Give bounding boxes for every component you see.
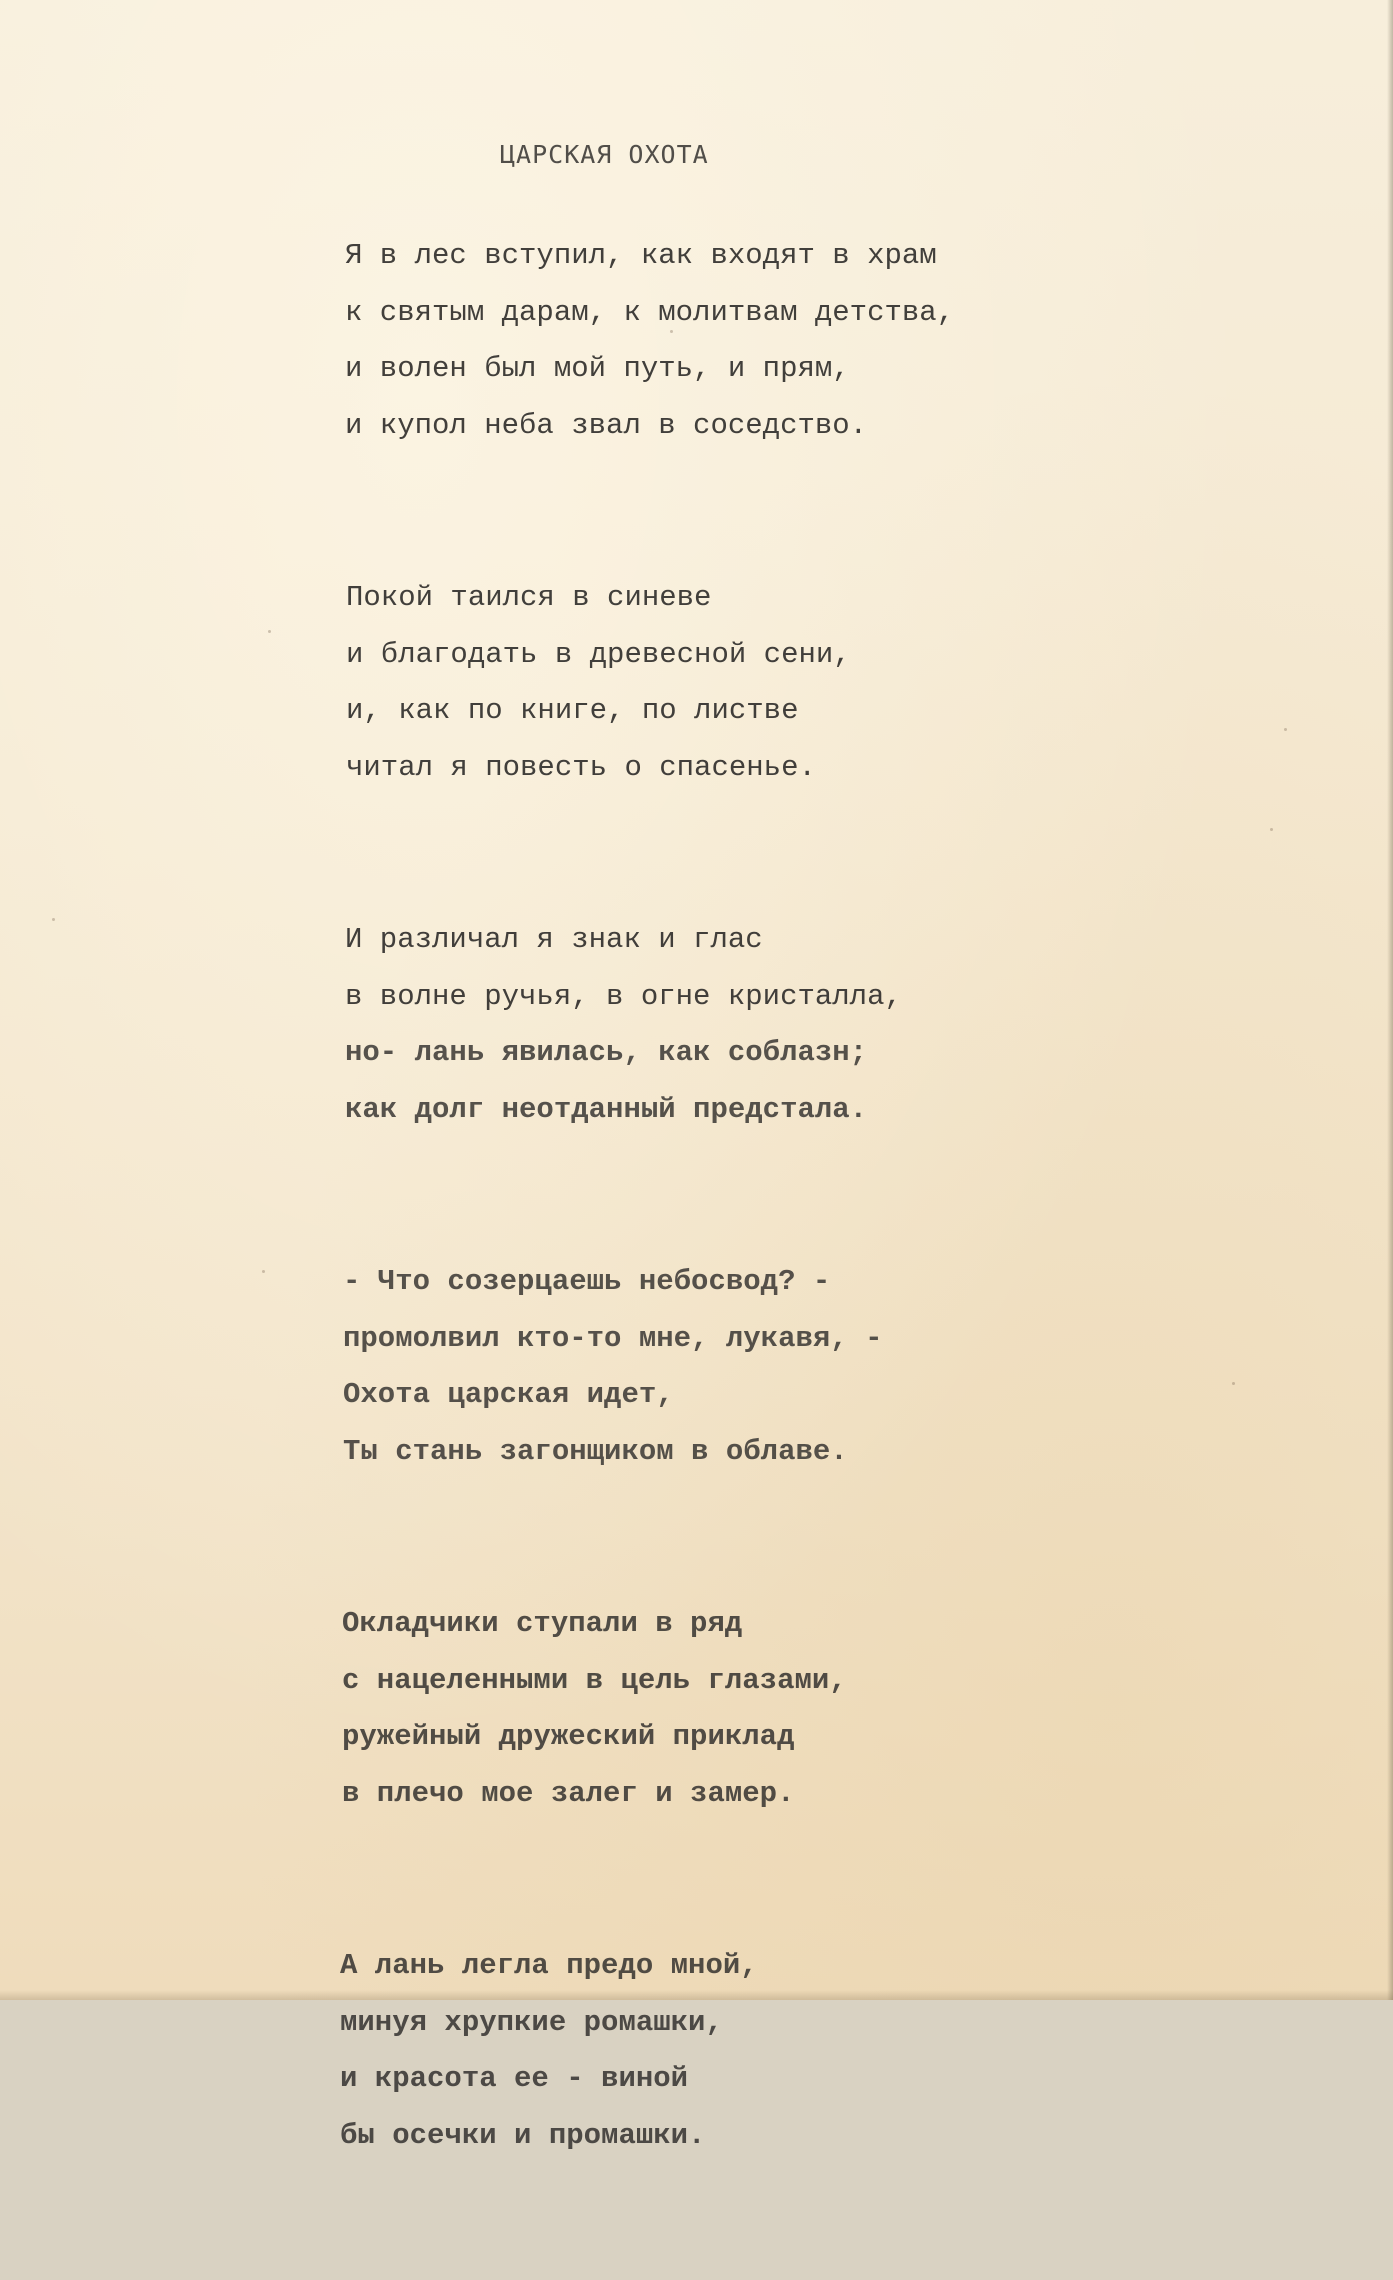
poem-line: но- лань явилась, как соблазн; xyxy=(345,1036,868,1069)
poem-line: Окладчики ступали в ряд xyxy=(342,1607,743,1640)
poem-line: Охота царская идет, xyxy=(343,1378,674,1411)
poem-line: с нацеленными в цель глазами, xyxy=(342,1663,847,1697)
poem-line: бы осечки и промашки. xyxy=(340,2118,706,2152)
paper-edge-shadow xyxy=(1387,0,1393,2000)
paper-speck xyxy=(52,918,55,921)
stanza-3 xyxy=(345,912,1085,1138)
poem-line: и красота ее - виной xyxy=(340,2062,689,2095)
poem-line: и, как по книге, по листве xyxy=(346,694,799,727)
poem-line: и купол неба звал в соседство. xyxy=(345,408,868,442)
poem-line: читал я повесть о спасенье. xyxy=(346,750,816,784)
poem-line: ружейный дружеский приклад xyxy=(342,1720,795,1753)
poem-line: минуя хрупкие ромашки, xyxy=(340,2005,723,2039)
poem-line: в волне ручья, в огне кристалла, xyxy=(345,979,902,1013)
poem-line: - Что созерцаешь небосвод? - xyxy=(343,1265,831,1298)
poem-line: к святым дарам, к молитвам детства, xyxy=(345,295,955,329)
stanza-6 xyxy=(340,1938,1085,2164)
paper-speck xyxy=(262,1270,265,1273)
poem-line: Я в лес вступил, как входят в храм xyxy=(345,239,937,272)
paper-speck xyxy=(1232,1382,1235,1385)
paper-speck xyxy=(1284,728,1287,731)
poem-line: как долг неотданный предстала. xyxy=(345,1092,868,1126)
stanza-1 xyxy=(345,228,1085,454)
paper-speck xyxy=(268,630,271,633)
poem-line: в плечо мое залег и замер. xyxy=(342,1776,795,1810)
stanza-5 xyxy=(342,1596,1085,1822)
poem-line: Покой таился в синеве xyxy=(346,581,712,614)
stanza-4 xyxy=(343,1254,1085,1480)
poem-body xyxy=(340,228,1085,2280)
poem-line: Ты стань загонщиком в облаве. xyxy=(343,1434,848,1468)
poem-title: ЦАРСКАЯ ОХОТА xyxy=(500,140,709,169)
poem-line: И различал я знак и глас xyxy=(345,923,763,956)
poem-line: и волен был мой путь, и прям, xyxy=(345,352,850,385)
poem-line: А лань легла предо мной, xyxy=(340,1949,758,1982)
poem-line: и благодать в древесной сени, xyxy=(346,637,851,671)
stanza-2 xyxy=(346,570,1085,796)
paper-speck xyxy=(1270,828,1273,831)
poem-line: промолвил кто-то мне, лукавя, - xyxy=(343,1321,883,1355)
